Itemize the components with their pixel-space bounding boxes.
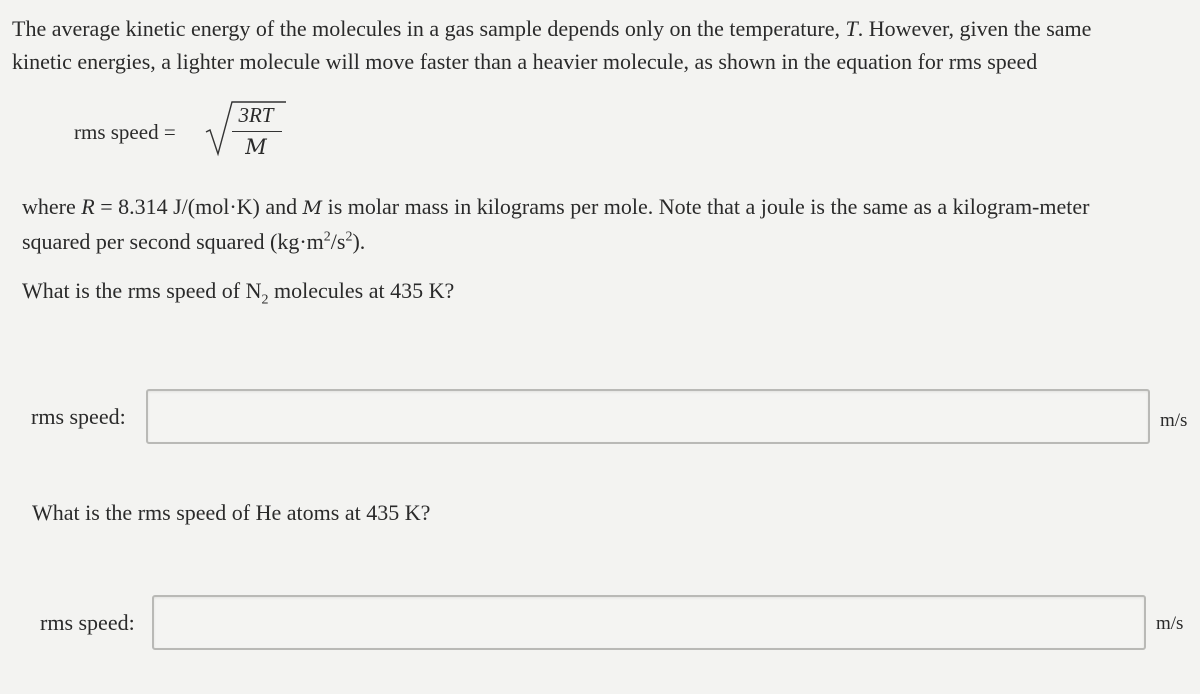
molar-mass-symbol: M xyxy=(302,197,323,219)
answer-1-label: rms speed: xyxy=(31,404,126,429)
intro-text: The average kinetic energy of the molecules in a gas sample depends only on the temperature, xyxy=(12,16,840,41)
units-text-b: /s xyxy=(330,229,346,254)
question-1-prompt xyxy=(22,276,454,306)
units-sup-1: 2 xyxy=(323,229,331,245)
definition-text: is molar mass in kilograms per mole. Note that a joule is the same as a kilogram-meter xyxy=(327,194,1090,219)
formula-denominator: M xyxy=(245,135,267,159)
fraction-bar xyxy=(232,131,282,132)
formula-label: rms speed = xyxy=(74,120,176,144)
formula-numerator: 3RT xyxy=(238,103,274,127)
intro-line-1 xyxy=(12,14,1091,44)
question-2-prompt xyxy=(32,498,430,528)
question-1-text: What is the rms speed of N xyxy=(22,278,262,303)
answer-2-unit: m/s xyxy=(1156,613,1184,634)
question-1-text-cont: molecules at 435 K? xyxy=(274,278,455,303)
where-text: where xyxy=(22,194,76,219)
answer-1-unit: m/s xyxy=(1160,410,1188,431)
definition-line-1 xyxy=(22,192,1089,223)
temperature-symbol: T xyxy=(845,16,858,41)
answer-1-input[interactable] xyxy=(146,389,1150,444)
answer-2-input[interactable] xyxy=(152,595,1146,650)
units-sup-2: 2 xyxy=(345,229,353,245)
units-text-c: ). xyxy=(352,229,366,254)
subscript-2: 2 xyxy=(261,292,269,308)
definition-line-2 xyxy=(22,227,365,257)
intro-text-cont: . However, given the same xyxy=(857,16,1092,41)
gas-constant-value: = 8.314 J/(mol·K) and xyxy=(100,194,298,219)
answer-2-label: rms speed: xyxy=(40,610,135,635)
gas-constant-symbol: R xyxy=(81,194,95,219)
intro-line-2 xyxy=(12,47,1037,77)
question-2-text: What is the rms speed of He atoms at 435 K? xyxy=(32,500,431,525)
intro-text-2: kinetic energies, a lighter molecule will move faster than a heavier molecule, as shown in the equation for rms speed xyxy=(12,49,1038,74)
units-text-a: squared per second squared (kg·m xyxy=(22,229,324,254)
